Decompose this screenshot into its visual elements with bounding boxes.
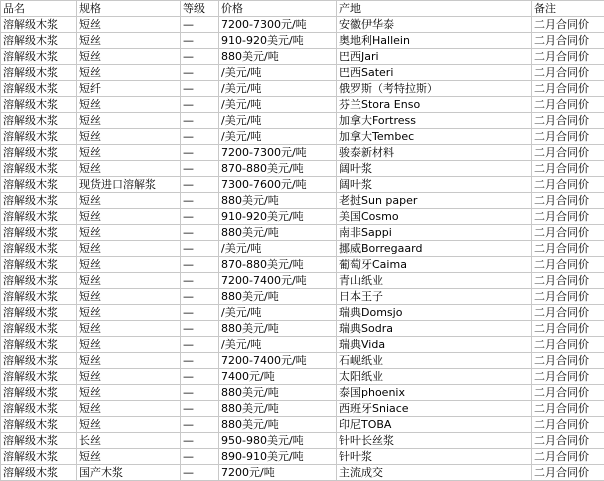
cell-price: 910-920美元/吨: [219, 209, 337, 225]
cell-remark: 二月合同价: [532, 305, 604, 321]
header-spec: 规格: [77, 1, 181, 17]
cell-grade: —: [181, 353, 219, 369]
cell-product-name: 溶解级木浆: [1, 65, 77, 81]
header-product-name: 品名: [1, 1, 77, 17]
header-origin: 产地: [337, 1, 532, 17]
cell-remark: 二月合同价: [532, 273, 604, 289]
cell-origin: 巴西Sateri: [337, 65, 532, 81]
cell-grade: —: [181, 49, 219, 65]
cell-price: /美元/吨: [219, 337, 337, 353]
cell-origin: 瑞典Domsjo: [337, 305, 532, 321]
cell-price: 890-910美元/吨: [219, 449, 337, 465]
table-row: [1, 385, 604, 401]
table-row: [1, 433, 604, 449]
cell-product-name: 溶解级木浆: [1, 433, 77, 449]
cell-price: 880美元/吨: [219, 401, 337, 417]
cell-price: /美元/吨: [219, 241, 337, 257]
cell-grade: —: [181, 145, 219, 161]
cell-grade: —: [181, 33, 219, 49]
cell-origin: 石岘纸业: [337, 353, 532, 369]
cell-remark: 二月合同价: [532, 145, 604, 161]
cell-product-name: 溶解级木浆: [1, 129, 77, 145]
cell-remark: 二月合同价: [532, 81, 604, 97]
table-row: [1, 177, 604, 193]
cell-spec: 短丝: [77, 65, 181, 81]
table-row: [1, 193, 604, 209]
cell-spec: 短丝: [77, 257, 181, 273]
cell-product-name: 溶解级木浆: [1, 369, 77, 385]
cell-remark: 二月合同价: [532, 49, 604, 65]
table-row: [1, 81, 604, 97]
cell-origin: 太阳纸业: [337, 369, 532, 385]
cell-remark: 二月合同价: [532, 33, 604, 49]
cell-grade: —: [181, 81, 219, 97]
cell-price: /美元/吨: [219, 81, 337, 97]
table-row: [1, 65, 604, 81]
cell-origin: 日本王子: [337, 289, 532, 305]
cell-price: /美元/吨: [219, 65, 337, 81]
cell-grade: —: [181, 337, 219, 353]
cell-spec: 短丝: [77, 337, 181, 353]
cell-grade: —: [181, 257, 219, 273]
cell-product-name: 溶解级木浆: [1, 289, 77, 305]
cell-remark: 二月合同价: [532, 465, 604, 481]
table-row: [1, 417, 604, 433]
cell-product-name: 溶解级木浆: [1, 305, 77, 321]
cell-price: 880美元/吨: [219, 193, 337, 209]
cell-product-name: 溶解级木浆: [1, 49, 77, 65]
cell-origin: 西班牙Sniace: [337, 401, 532, 417]
cell-product-name: 溶解级木浆: [1, 17, 77, 33]
cell-grade: —: [181, 385, 219, 401]
cell-grade: —: [181, 449, 219, 465]
cell-product-name: 溶解级木浆: [1, 401, 77, 417]
table-row: [1, 33, 604, 49]
cell-grade: —: [181, 129, 219, 145]
cell-origin: 泰国phoenix: [337, 385, 532, 401]
cell-product-name: 溶解级木浆: [1, 257, 77, 273]
cell-remark: 二月合同价: [532, 65, 604, 81]
cell-price: 880美元/吨: [219, 417, 337, 433]
cell-remark: 二月合同价: [532, 337, 604, 353]
cell-spec: 短丝: [77, 289, 181, 305]
cell-remark: 二月合同价: [532, 17, 604, 33]
cell-origin: 芬兰Stora Enso: [337, 97, 532, 113]
cell-price: 880美元/吨: [219, 321, 337, 337]
cell-remark: 二月合同价: [532, 193, 604, 209]
cell-price: 7200-7300元/吨: [219, 17, 337, 33]
cell-spec: 短丝: [77, 209, 181, 225]
cell-remark: 二月合同价: [532, 401, 604, 417]
cell-origin: 加拿大Fortress: [337, 113, 532, 129]
cell-product-name: 溶解级木浆: [1, 209, 77, 225]
cell-product-name: 溶解级木浆: [1, 161, 77, 177]
table-row: [1, 465, 604, 481]
cell-spec: 现货进口溶解浆: [77, 177, 181, 193]
cell-origin: 印尼TOBA: [337, 417, 532, 433]
cell-product-name: 溶解级木浆: [1, 241, 77, 257]
table-row: [1, 449, 604, 465]
cell-price: 7300-7600元/吨: [219, 177, 337, 193]
cell-origin: 奥地利Hallein: [337, 33, 532, 49]
table-row: [1, 129, 604, 145]
table-row: [1, 225, 604, 241]
cell-product-name: 溶解级木浆: [1, 353, 77, 369]
table-row: [1, 401, 604, 417]
cell-product-name: 溶解级木浆: [1, 385, 77, 401]
cell-origin: 加拿大Tembec: [337, 129, 532, 145]
cell-remark: 二月合同价: [532, 177, 604, 193]
cell-remark: 二月合同价: [532, 417, 604, 433]
cell-grade: —: [181, 97, 219, 113]
cell-product-name: 溶解级木浆: [1, 449, 77, 465]
cell-product-name: 溶解级木浆: [1, 145, 77, 161]
cell-spec: 短丝: [77, 369, 181, 385]
cell-spec: 短丝: [77, 449, 181, 465]
table-row: [1, 145, 604, 161]
cell-price: 950-980美元/吨: [219, 433, 337, 449]
cell-remark: 二月合同价: [532, 369, 604, 385]
cell-product-name: 溶解级木浆: [1, 337, 77, 353]
cell-grade: —: [181, 161, 219, 177]
cell-grade: —: [181, 113, 219, 129]
cell-price: 880美元/吨: [219, 49, 337, 65]
cell-spec: 短丝: [77, 161, 181, 177]
cell-grade: —: [181, 401, 219, 417]
cell-spec: 短丝: [77, 145, 181, 161]
table-row: [1, 49, 604, 65]
cell-spec: 短丝: [77, 33, 181, 49]
cell-price: /美元/吨: [219, 97, 337, 113]
cell-spec: 短丝: [77, 241, 181, 257]
cell-spec: 短丝: [77, 321, 181, 337]
cell-origin: 挪威Borregaard: [337, 241, 532, 257]
table-row: [1, 305, 604, 321]
cell-origin: 美国Cosmo: [337, 209, 532, 225]
table-row: [1, 321, 604, 337]
cell-price: 910-920美元/吨: [219, 33, 337, 49]
cell-remark: 二月合同价: [532, 289, 604, 305]
cell-price: 7400元/吨: [219, 369, 337, 385]
cell-spec: 短丝: [77, 113, 181, 129]
cell-price: 880美元/吨: [219, 225, 337, 241]
cell-grade: —: [181, 65, 219, 81]
header-remark: 备注: [532, 1, 604, 17]
cell-spec: 长丝: [77, 433, 181, 449]
cell-remark: 二月合同价: [532, 161, 604, 177]
cell-remark: 二月合同价: [532, 129, 604, 145]
cell-grade: —: [181, 433, 219, 449]
header-grade: 等级: [181, 1, 219, 17]
table-row: [1, 257, 604, 273]
cell-product-name: 溶解级木浆: [1, 113, 77, 129]
cell-product-name: 溶解级木浆: [1, 97, 77, 113]
cell-remark: 二月合同价: [532, 433, 604, 449]
cell-remark: 二月合同价: [532, 321, 604, 337]
cell-price: 880美元/吨: [219, 385, 337, 401]
cell-grade: —: [181, 177, 219, 193]
table-row: [1, 209, 604, 225]
header-price: 价格: [219, 1, 337, 17]
cell-price: /美元/吨: [219, 129, 337, 145]
cell-price: 870-880美元/吨: [219, 161, 337, 177]
table-row: [1, 17, 604, 33]
cell-remark: 二月合同价: [532, 97, 604, 113]
cell-spec: 短丝: [77, 225, 181, 241]
cell-product-name: 溶解级木浆: [1, 193, 77, 209]
table-row: [1, 337, 604, 353]
cell-grade: —: [181, 465, 219, 481]
cell-grade: —: [181, 321, 219, 337]
table-row: [1, 289, 604, 305]
table-row: [1, 241, 604, 257]
table-row: [1, 273, 604, 289]
cell-remark: 二月合同价: [532, 241, 604, 257]
cell-remark: 二月合同价: [532, 449, 604, 465]
cell-spec: 短丝: [77, 193, 181, 209]
cell-grade: —: [181, 289, 219, 305]
table-row: [1, 113, 604, 129]
cell-spec: 短丝: [77, 17, 181, 33]
cell-remark: 二月合同价: [532, 257, 604, 273]
cell-origin: 青山纸业: [337, 273, 532, 289]
cell-grade: —: [181, 241, 219, 257]
cell-remark: 二月合同价: [532, 209, 604, 225]
cell-origin: 南非Sappi: [337, 225, 532, 241]
table-row: [1, 353, 604, 369]
cell-price: 7200-7300元/吨: [219, 145, 337, 161]
cell-origin: 阔叶浆: [337, 161, 532, 177]
header-row: [1, 1, 604, 17]
cell-remark: 二月合同价: [532, 113, 604, 129]
cell-spec: 短丝: [77, 353, 181, 369]
cell-price: 880美元/吨: [219, 289, 337, 305]
cell-grade: —: [181, 225, 219, 241]
cell-remark: 二月合同价: [532, 353, 604, 369]
cell-price: /美元/吨: [219, 305, 337, 321]
cell-origin: 阔叶浆: [337, 177, 532, 193]
cell-origin: 针叶浆: [337, 449, 532, 465]
table-row: [1, 369, 604, 385]
cell-grade: —: [181, 193, 219, 209]
cell-price: 7200-7400元/吨: [219, 273, 337, 289]
cell-product-name: 溶解级木浆: [1, 417, 77, 433]
cell-price: /美元/吨: [219, 113, 337, 129]
cell-spec: 国产木浆: [77, 465, 181, 481]
cell-remark: 二月合同价: [532, 225, 604, 241]
cell-origin: 安徽伊华泰: [337, 17, 532, 33]
cell-grade: —: [181, 305, 219, 321]
cell-price: 870-880美元/吨: [219, 257, 337, 273]
cell-origin: 针叶长丝浆: [337, 433, 532, 449]
cell-origin: 俄罗斯（考特拉斯）: [337, 81, 532, 97]
cell-price: 7200元/吨: [219, 465, 337, 481]
cell-origin: 瑞典Sodra: [337, 321, 532, 337]
cell-spec: 短丝: [77, 49, 181, 65]
cell-origin: 老挝Sun paper: [337, 193, 532, 209]
cell-spec: 短丝: [77, 417, 181, 433]
cell-spec: 短丝: [77, 385, 181, 401]
cell-spec: 短丝: [77, 401, 181, 417]
cell-spec: 短纤: [77, 81, 181, 97]
cell-origin: 瑞典Vida: [337, 337, 532, 353]
cell-spec: 短丝: [77, 305, 181, 321]
cell-product-name: 溶解级木浆: [1, 33, 77, 49]
cell-origin: 骏泰新材料: [337, 145, 532, 161]
cell-origin: 巴西Jari: [337, 49, 532, 65]
cell-grade: —: [181, 273, 219, 289]
cell-grade: —: [181, 209, 219, 225]
cell-origin: 葡萄牙Caima: [337, 257, 532, 273]
cell-grade: —: [181, 17, 219, 33]
cell-spec: 短丝: [77, 97, 181, 113]
cell-grade: —: [181, 417, 219, 433]
cell-product-name: 溶解级木浆: [1, 225, 77, 241]
cell-price: 7200-7400元/吨: [219, 353, 337, 369]
cell-spec: 短丝: [77, 129, 181, 145]
cell-product-name: 溶解级木浆: [1, 321, 77, 337]
cell-product-name: 溶解级木浆: [1, 177, 77, 193]
cell-product-name: 溶解级木浆: [1, 81, 77, 97]
cell-spec: 短丝: [77, 273, 181, 289]
cell-product-name: 溶解级木浆: [1, 465, 77, 481]
table-row: [1, 161, 604, 177]
cell-grade: —: [181, 369, 219, 385]
cell-remark: 二月合同价: [532, 385, 604, 401]
cell-origin: 主流成交: [337, 465, 532, 481]
cell-product-name: 溶解级木浆: [1, 273, 77, 289]
table-row: [1, 97, 604, 113]
